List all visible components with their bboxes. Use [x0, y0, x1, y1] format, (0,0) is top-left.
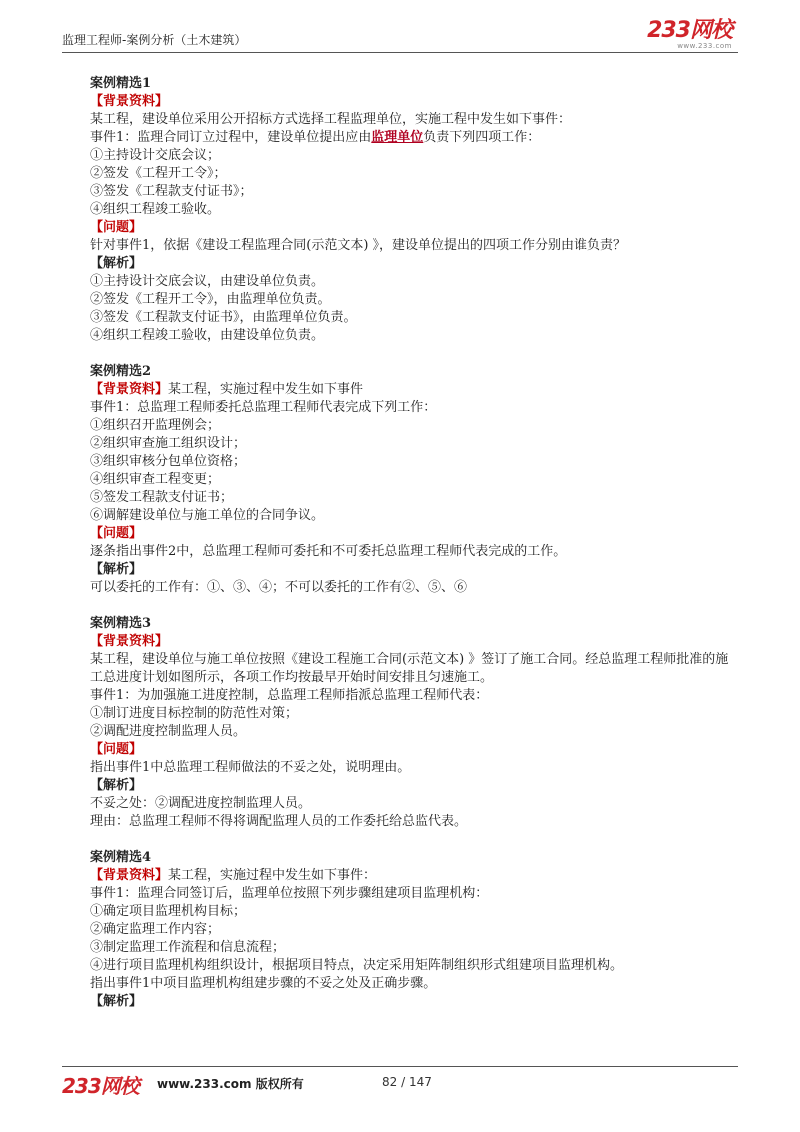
list-item: ②签发《工程开工令》；: [90, 166, 227, 181]
background-tag: 【背景资料】: [90, 382, 169, 397]
analysis-line: 可以委托的工作有：①、③、④；不可以委托的工作有②、⑤、⑥: [90, 580, 468, 595]
brand-logo: [647, 20, 732, 50]
question-text: 指出事件1中总监理工程师做法的不妥之处，说明理由。: [90, 760, 411, 775]
logo-text: 233网校: [647, 18, 732, 43]
background-text: 某工程，实施过程中发生如下事件: [168, 382, 364, 397]
footer-copyright: www.233.com 版权所有: [157, 1077, 304, 1091]
question-tag: 【问题】: [90, 220, 143, 235]
analysis-line: 不妥之处：②调配进度控制监理人员。: [90, 796, 312, 811]
list-item: ①组织召开监理例会；: [90, 418, 221, 433]
footer-logo: 233网校: [62, 1074, 139, 1098]
list-item: ①确定项目监理机构目标；: [90, 904, 247, 919]
question-text: 指出事件1中项目监理机构组建步骤的不妥之处及正确步骤。: [90, 976, 437, 991]
section-spacer: [90, 831, 740, 849]
analysis-tag: 【解析】: [90, 256, 143, 271]
case-section-2: [90, 363, 740, 597]
section-spacer: [90, 345, 740, 363]
question-text: 针对事件1，依据《建设工程监理合同(示范文本) 》，建设单位提出的四项工作分别由谁负责？: [90, 238, 627, 253]
list-item: ③组织审核分包单位资格；: [90, 454, 247, 469]
background-line: [90, 867, 740, 885]
page-header: [62, 18, 738, 52]
list-item: ③制定监理工作流程和信息流程；: [90, 940, 286, 955]
list-item: ②调配进度控制监理人员。: [90, 724, 247, 739]
list-item: ①制订进度目标控制的防范性对策；: [90, 706, 299, 721]
list-item: ④组织审查工程变更；: [90, 472, 221, 487]
event-line: [90, 129, 740, 147]
analysis-line: 理由：总监理工程师不得将调配监理人员的工作委托给总监代表。: [90, 814, 468, 829]
document-title: 监理工程师-案例分析（土木建筑）: [62, 33, 247, 47]
analysis-tag: 【解析】: [90, 778, 143, 793]
header-divider: [62, 52, 738, 53]
document-body: [90, 75, 740, 1011]
case-title: 案例精选1: [90, 76, 152, 91]
analysis-line: ④组织工程竣工验收，由建设单位负责。: [90, 328, 325, 343]
supervision-unit-link[interactable]: 监理单位: [371, 130, 424, 145]
footer-divider: [62, 1066, 738, 1067]
event-prefix: 事件1：监理合同订立过程中，建设单位提出应由: [90, 130, 372, 145]
case-section-1: [90, 75, 740, 345]
background-tag: 【背景资料】: [90, 94, 169, 109]
analysis-line: ①主持设计交底会议，由建设单位负责。: [90, 274, 325, 289]
analysis-line: ②签发《工程开工令》，由监理单位负责。: [90, 292, 331, 307]
background-line: [90, 381, 740, 399]
question-tag: 【问题】: [90, 742, 143, 757]
case-section-4: [90, 849, 740, 1011]
case-title: 案例精选2: [90, 364, 152, 379]
analysis-tag: 【解析】: [90, 562, 143, 577]
list-item: ②确定监理工作内容；: [90, 922, 221, 937]
event-line: 事件1：监理合同签订后，监理单位按照下列步骤组建项目监理机构：: [90, 886, 489, 901]
question-tag: 【问题】: [90, 526, 143, 541]
question-text: 逐条指出事件2中，总监理工程师可委托和不可委托总监理工程师代表完成的工作。: [90, 544, 567, 559]
list-item: ⑥调解建设单位与施工单位的合同争议。: [90, 508, 325, 523]
list-item: ②组织审查施工组织设计；: [90, 436, 247, 451]
list-item: ④组织工程竣工验收。: [90, 202, 221, 217]
event-line: 事件1：总监理工程师委托总监理工程师代表完成下列工作：: [90, 400, 437, 415]
list-item: ⑤签发工程款支付证书；: [90, 490, 234, 505]
case-section-3: [90, 615, 740, 831]
list-item: ③签发《工程款支付证书》；: [90, 184, 253, 199]
case-title: 案例精选4: [90, 850, 152, 865]
event-line: 事件1：为加强施工进度控制，总监理工程师指派总监理工程师代表：: [90, 688, 489, 703]
list-item: ①主持设计交底会议；: [90, 148, 221, 163]
event-suffix: 负责下列四项工作：: [423, 130, 541, 145]
background-tag: 【背景资料】: [90, 634, 169, 649]
section-spacer: [90, 597, 740, 615]
background-text: 某工程，实施过程中发生如下事件：: [168, 868, 377, 883]
background-tag: 【背景资料】: [90, 868, 169, 883]
page-footer: [62, 1066, 738, 1106]
case-title: 案例精选3: [90, 616, 152, 631]
page-number: 82 / 147: [382, 1075, 432, 1089]
analysis-tag: 【解析】: [90, 994, 143, 1009]
list-item: ④进行项目监理机构组织设计，根据项目特点，决定采用矩阵制组织形式组建项目监理机构。: [90, 958, 624, 973]
background-text: 某工程，建设单位采用公开招标方式选择工程监理单位，实施工程中发生如下事件：: [90, 112, 572, 127]
background-paragraph: 某工程，建设单位与施工单位按照《建设工程施工合同(示范文本) 》签订了施工合同。经总监理工程师批准的施工总进度计划如图所示，各项工作均按最早开始时间安排且匀速施工。: [90, 652, 729, 685]
analysis-line: ③签发《工程款支付证书》，由监理单位负责。: [90, 310, 357, 325]
logo-url: www.233.com: [677, 42, 732, 50]
